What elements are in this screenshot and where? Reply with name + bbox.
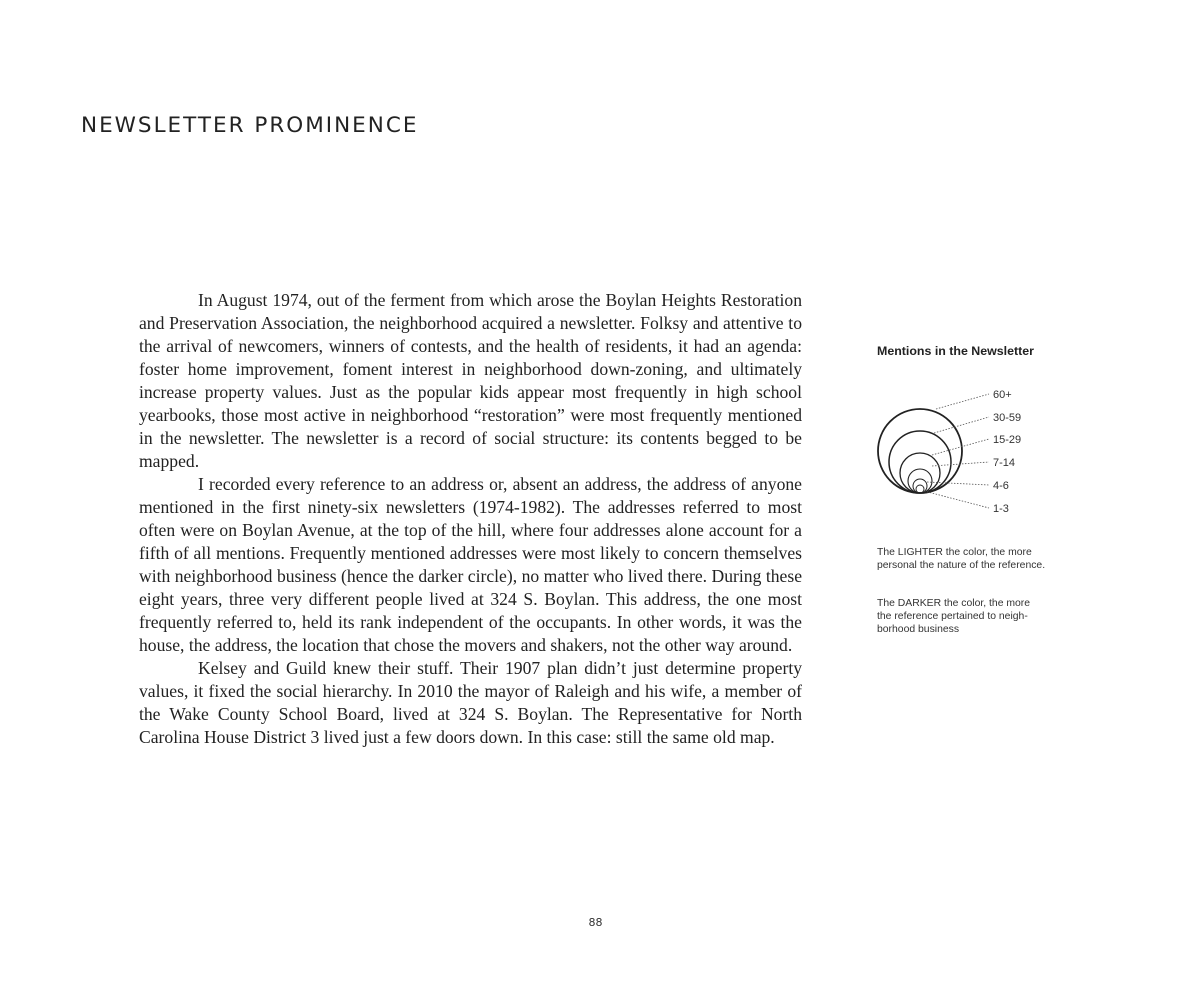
lighter-color-note: The LIGHTER the color, the more personal the nature of the reference. <box>877 547 1046 571</box>
body-text <box>139 289 802 749</box>
page-number: 88 <box>588 916 603 929</box>
legend-title: Mentions in the Newsletter <box>877 344 1034 358</box>
legend-label-15-29: 15-29 <box>993 434 1022 446</box>
legend-circle-15-29 <box>900 453 940 493</box>
legend-circle-7-14 <box>908 469 932 493</box>
legend-circle-30-59 <box>889 431 951 493</box>
leader-line-1-3 <box>924 491 989 508</box>
legend-circle-1-3 <box>916 485 924 493</box>
darker-color-note: The DARKER the color, the more the reference pertained to neighborhood business <box>877 598 1031 635</box>
circle-size-legend <box>870 380 1050 520</box>
paragraph-3: Kelsey and Guild knew their stuff. Their 1907 plan didn’t just determine property values, it fixed the social hierarchy. In 2010 the mayor of Raleigh and his wife, a member of the Wake County School Board, lived at 324 S. Boylan. The Representative for North Carolina House District 3 lived just a few doors down. In this case: still the same old map. <box>139 658 802 747</box>
paragraph-2: I recorded every reference to an address or, absent an address, the address of anyone mentioned in the first ninety-six newsletters (1974-1982). The addresses referred to most often were on Boylan Avenue, at the top of the hill, where four addresses alone account for a fifth of all mentions. Frequently mentioned addresses were most likely to concern themselves with neighborhood business (hence the darker circle), no matter who lived there. During these eight years, three very different people lived at 324 S. Boylan. This address, the one most frequently referred to, held its rank independent of the occupants. In other words, it was the house, the address, the location that chose the movers and shakers, not the other way around. <box>139 474 802 655</box>
leader-line-30-59 <box>934 417 989 433</box>
legend-label-7-14: 7-14 <box>993 457 1016 469</box>
legend-label-4-6: 4-6 <box>993 480 1009 492</box>
legend-label-60-plus: 60+ <box>993 389 1012 401</box>
legend-label-1-3: 1-3 <box>993 503 1009 515</box>
paragraph-1: In August 1974, out of the ferment from which arose the Boylan Heights Restoration and Preservation Association, the neighborhood acquired a newsletter. Folksy and attentive to the arrival of newcomers, winners of contests, and the health of residents, it had an agenda: foster home improvement, foment interest in neighborhood down-zoning, and ultimately increase property values. Just as the popular kids appear most frequently in high school yearbooks, those most active in neighborhood “restoration” were most frequently mentioned in the newsletter. The newsletter is a record of social structure: its contents begged to be mapped. <box>139 290 802 471</box>
leader-line-60-plus <box>936 394 989 409</box>
legend-label-30-59: 30-59 <box>993 412 1022 424</box>
page-title: NEWSLETTER PROMINENCE <box>81 113 419 138</box>
